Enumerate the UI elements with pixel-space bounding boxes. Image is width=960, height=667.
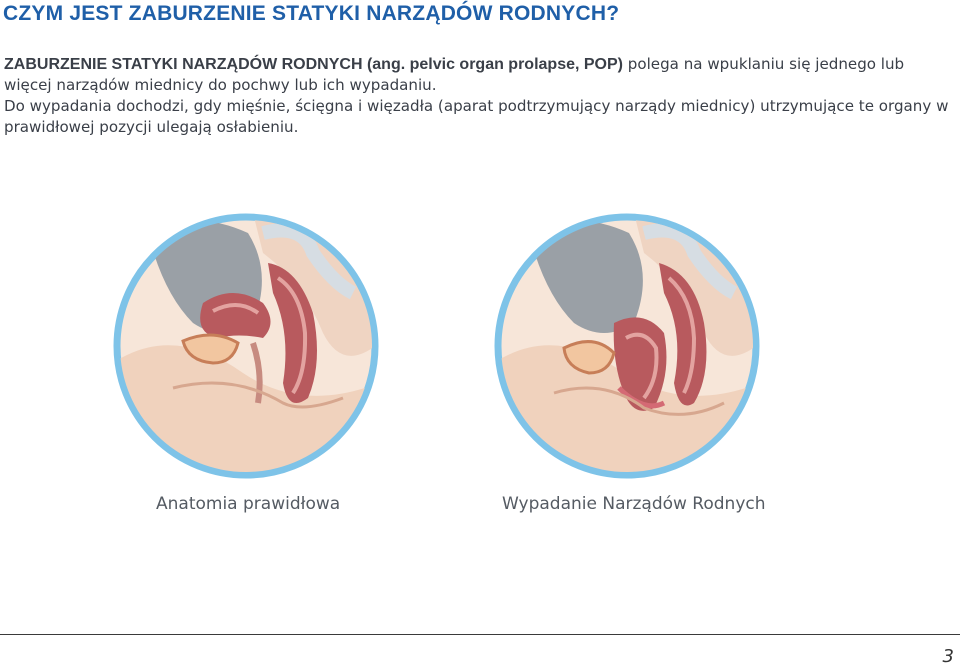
illustration-prolapse (494, 213, 760, 479)
term-pop: ZABURZENIE STATYKI NARZĄDÓW RODNYCH (ang. pelvic organ prolapse, POP) (4, 56, 623, 73)
page-number: 3 (942, 646, 954, 667)
paragraph-definition (4, 54, 956, 96)
caption-prolapse: Wypadanie Narządów Rodnych (502, 494, 766, 514)
intro-text (4, 54, 956, 138)
page-title: CZYM JEST ZABURZENIE STATYKI NARZĄDÓW RODNYCH? (3, 2, 620, 25)
paragraph-cause: Do wypadania dochodzi, gdy mięśnie, ścięgna i więzadła (aparat podtrzymujący narządy miednicy) utrzymujące te organy w prawidłowej pozycji ulegają osłabieniu. (4, 97, 949, 136)
illustration-normal-anatomy (113, 213, 379, 479)
footer-divider (0, 634, 960, 635)
caption-normal-anatomy: Anatomia prawidłowa (156, 494, 341, 514)
definition-text: polega na wpuklaniu się jednego lub więcej narządów miednicy do pochwy lub ich wypadaniu. (4, 55, 905, 94)
